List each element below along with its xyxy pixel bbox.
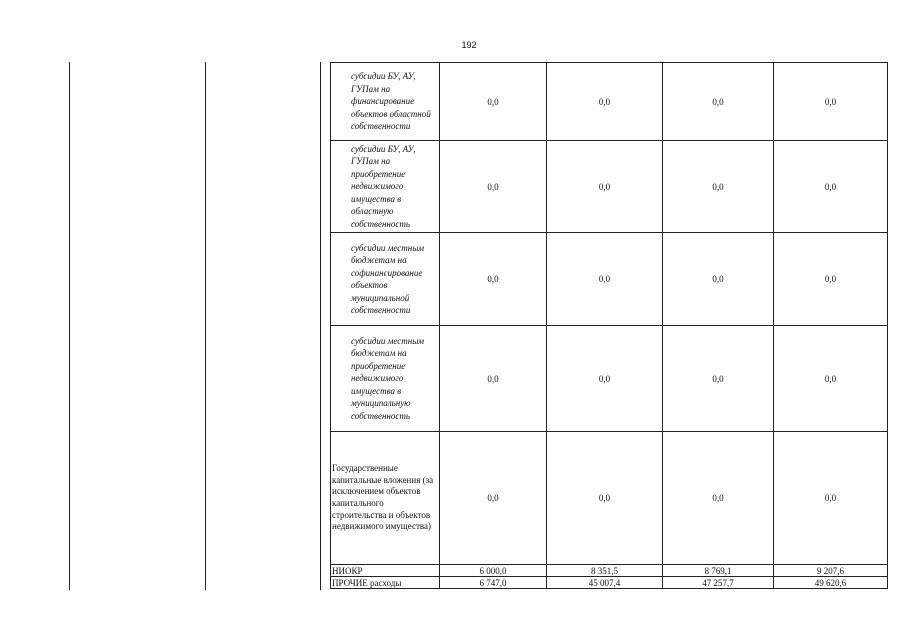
row-label: субсидии местным бюджетам на софинансирование объектов муниципальной собственности — [331, 233, 440, 326]
left-column-border-1 — [69, 62, 70, 590]
value-cell: 0,0 — [774, 63, 888, 141]
value-cell: 0,0 — [663, 141, 774, 233]
value-cell: 0,0 — [774, 432, 888, 565]
value-cell: 6 000,0 — [440, 565, 547, 577]
table-row — [331, 233, 888, 326]
left-column-border-2 — [205, 62, 206, 590]
budget-table — [330, 62, 888, 589]
value-cell: 0,0 — [547, 233, 663, 326]
value-cell: 49 620,6 — [774, 577, 888, 589]
row-label: ПРОЧИЕ расходы — [331, 577, 440, 589]
value-cell: 0,0 — [774, 233, 888, 326]
table-row — [331, 326, 888, 432]
table-row — [331, 565, 888, 577]
table-row — [331, 577, 888, 589]
value-cell: 8 769,1 — [663, 565, 774, 577]
value-cell: 0,0 — [547, 326, 663, 432]
value-cell: 0,0 — [663, 432, 774, 565]
row-label: субсидии БУ, АУ, ГУПам на финансирование объектов областной собственности — [331, 63, 440, 141]
page-number: 192 — [461, 40, 477, 50]
value-cell: 47 257,7 — [663, 577, 774, 589]
value-cell: 6 747,0 — [440, 577, 547, 589]
table-row — [331, 141, 888, 233]
value-cell: 0,0 — [440, 233, 547, 326]
value-cell: 0,0 — [440, 432, 547, 565]
value-cell: 0,0 — [663, 63, 774, 141]
value-cell: 8 351,5 — [547, 565, 663, 577]
value-cell: 0,0 — [547, 63, 663, 141]
value-cell: 0,0 — [663, 233, 774, 326]
left-column-border-3 — [320, 62, 321, 590]
value-cell: 9 207,6 — [774, 565, 888, 577]
row-label: субсидии местным бюджетам на приобретение недвижимого имущества в муниципальную собственность — [331, 326, 440, 432]
row-label: НИОКР — [331, 565, 440, 577]
table-row — [331, 63, 888, 141]
value-cell: 0,0 — [440, 141, 547, 233]
value-cell: 0,0 — [547, 141, 663, 233]
value-cell: 0,0 — [774, 141, 888, 233]
table-row — [331, 432, 888, 565]
value-cell: 0,0 — [547, 432, 663, 565]
row-label: субсидии БУ, АУ, ГУПам на приобретение недвижимого имущества в областную собственность — [331, 141, 440, 233]
value-cell: 0,0 — [440, 326, 547, 432]
value-cell: 0,0 — [774, 326, 888, 432]
value-cell: 45 007,4 — [547, 577, 663, 589]
row-label: Государственные капитальные вложения (за исключением объектов капитального строительства и объектов недвижимого имущества) — [331, 432, 440, 565]
value-cell: 0,0 — [440, 63, 547, 141]
value-cell: 0,0 — [663, 326, 774, 432]
